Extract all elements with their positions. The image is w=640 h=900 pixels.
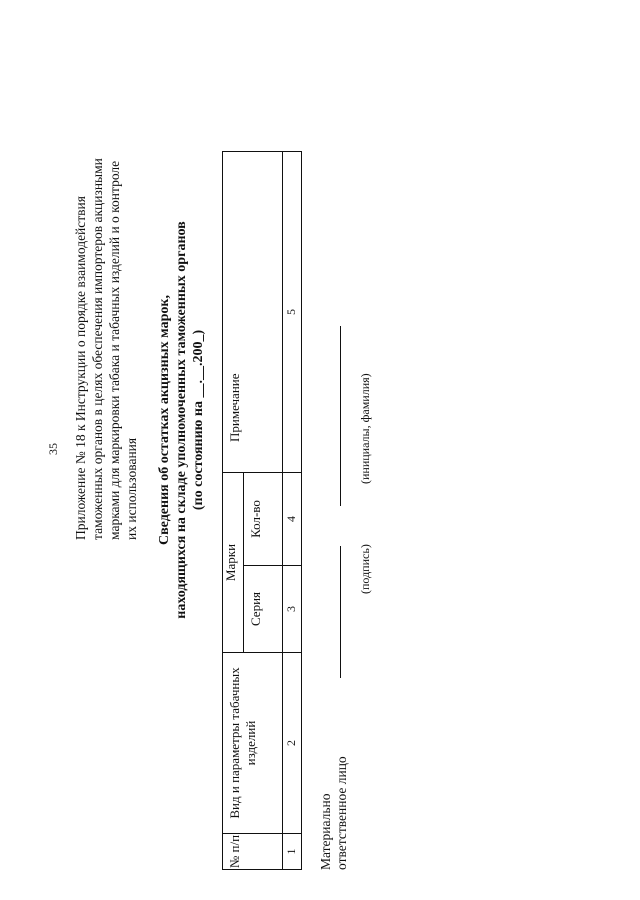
signature-caption: (подпись) [358,544,372,594]
table-row [283,152,302,870]
title-line: (по состоянию на __.__.200_) [191,329,206,511]
column-number-cell: 2 [283,653,302,834]
name-line [340,326,341,506]
header-note: Примечание [223,152,283,473]
responsible-person-label [318,756,350,870]
label-line: Материально [318,793,333,870]
column-number-cell: 1 [283,834,302,870]
title-line: Сведения об остатках акцизных марок, [157,295,172,545]
document-title [156,140,207,700]
header-marks: Марки [223,473,244,653]
header-quantity: Кол-во [244,473,283,566]
column-number-cell: 3 [283,566,302,653]
appendix-line: таможенных органов в целях обеспечения импортеров акцизными [90,158,105,540]
header-series: Серия [244,566,283,653]
header-product: Вид и параметры табачных изделий [223,653,283,834]
appendix-line: Приложение № 18 к Инструкции о порядке взаимодействия [73,196,88,540]
page-number: 35 [46,443,60,455]
title-line: находящихся на складе уполномоченных таможенных органов [174,221,189,619]
label-line: ответственное лицо [334,756,349,870]
appendix-line: марками для маркировки табака и табачных изделий и о контроле [107,160,122,540]
header-number: № п/п [223,834,283,870]
column-number-cell: 4 [283,473,302,566]
appendix-line: их использования [124,437,139,540]
appendix-header [72,100,140,540]
column-number-cell: 5 [283,152,302,473]
signature-line [340,546,341,678]
name-caption: (инициалы, фамилия) [358,373,372,484]
remainders-table [222,151,302,870]
